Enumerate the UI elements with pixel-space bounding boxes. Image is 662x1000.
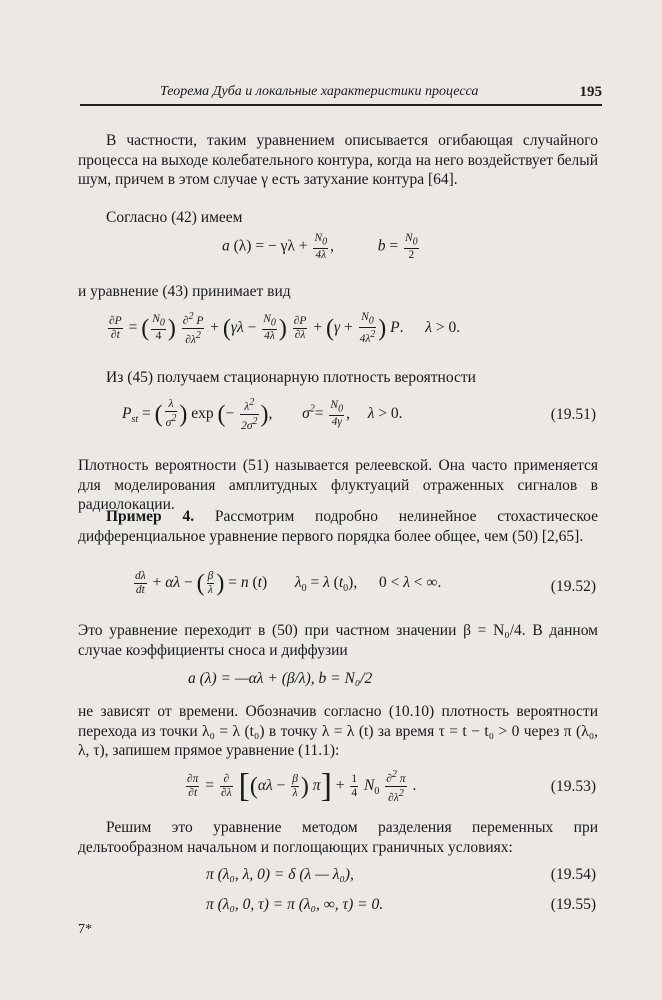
paragraph-5: Плотность вероятности (51) называется релеевской. Она часто применяется для моделирования амплитудных флуктуаций отраженных сигналов в радиолокации. (78, 457, 598, 513)
paragraph-6 (78, 507, 598, 546)
equation-initial-condition: π (λ₀, λ, 0) = δ (λ — λ₀), (206, 866, 354, 883)
equation-nonlinear-sde: $\frac{d\lambda}{dt}$ + αλ − ( $\frac{\beta}{\lambda}$ ) = n (t) $\lambda_0 = \lambda$ $(t_0)$, 0 < λ < ∞. (135, 570, 442, 597)
equation-forward-kolmogorov: $\frac{\partial\pi}{\partial t}$ = $\frac{\partial}{\partial\lambda}$ [(αλ − $\frac{\beta}{\lambda}$ ) π] + $\frac{1}{4}$ $N_0$ $\frac{\partial^2 \pi}{\partial\lambda^2}$ . (187, 767, 417, 805)
running-title: Теорема Дуба и локальные характеристики процесса (160, 84, 479, 99)
paragraph-6-text: Рассмотрим подробно нелинейное стохастическое дифференциальное уравнение первого порядка более общее, чем (50) [2,65]. (78, 508, 599, 545)
equation-boundary-conditions: π (λ₀, 0, τ) = π (λ₀, ∞, τ) = 0. (206, 896, 384, 913)
example-label: Пример 4. (106, 508, 195, 525)
paragraph-7: Это уравнение переходит в (50) при частном значении β = N₀/4. В данном случае коэффициенты сноса и диффузии (78, 622, 598, 659)
running-header (160, 80, 602, 102)
paragraph-8: не зависят от времени. Обозначив согласно (10.10) плотность вероятности перехода из точки λ₀ = λ (t₀) в точку λ = λ (t) за время τ = t − t₀ > 0 через π (λ₀, λ, τ), запишем прямое уравнение (11.1): (78, 703, 598, 759)
page-number: 195 (579, 84, 602, 100)
equation-drift-diffusion: a (λ) = —αλ + (β/λ), b = N₀/2 (188, 670, 373, 687)
paragraph-2: Согласно (42) имеем (106, 209, 243, 226)
paragraph-3: и уравнение (43) принимает вид (78, 283, 291, 300)
equation-number-55: (19.55) (550, 896, 596, 913)
equation-fokker-planck: $\frac{\partial P}{\partial t}$ = ( $\frac{N_0}{4}$ ) $\frac{\partial^2 P}{\partial\lambda^2}$ + (γλ − $\frac{N_0}{4\lambda}$ ) $\frac{\partial P}{\partial\lambda}$ + (γ + $\frac{N_0}{4\lambda^2}$ ) P. λ > 0. (109, 310, 461, 346)
equation-stationary-density: $P_{st}$ = ( $\frac{\lambda}{\sigma^2}$ ) exp (− $\frac{\lambda^2}{2\sigma^2}$ ), $\sigma^2=$ $\frac{N_0}{4\gamma}$ , λ > 0. (122, 397, 403, 432)
equation-number-54: (19.54) (550, 866, 596, 883)
signature-mark: 7* (78, 922, 92, 937)
equation-number-52: (19.52) (550, 578, 596, 595)
equation-number-53: (19.53) (550, 778, 596, 795)
header-rule (80, 104, 602, 106)
paragraph-1: В частности, таким уравнением описывается огибающая случайного процесса на выходе колебательного контура, когда на него воздействует белый шум, причем в этом случае γ есть затухание контура [64]. (78, 132, 598, 188)
equation-number-51: (19.51) (550, 406, 596, 423)
paragraph-4: Из (45) получаем стационарную плотность вероятности (106, 369, 476, 386)
equation-drift-rayleigh: a (λ) = − γλ + $\frac{N_0}{4\lambda}$ , b = $\frac{N_0}{2}$ (222, 232, 418, 262)
paragraph-9: Решим это уравнение методом разделения переменных при дельтообразном начальном и поглощающих граничных условиях: (78, 819, 598, 856)
